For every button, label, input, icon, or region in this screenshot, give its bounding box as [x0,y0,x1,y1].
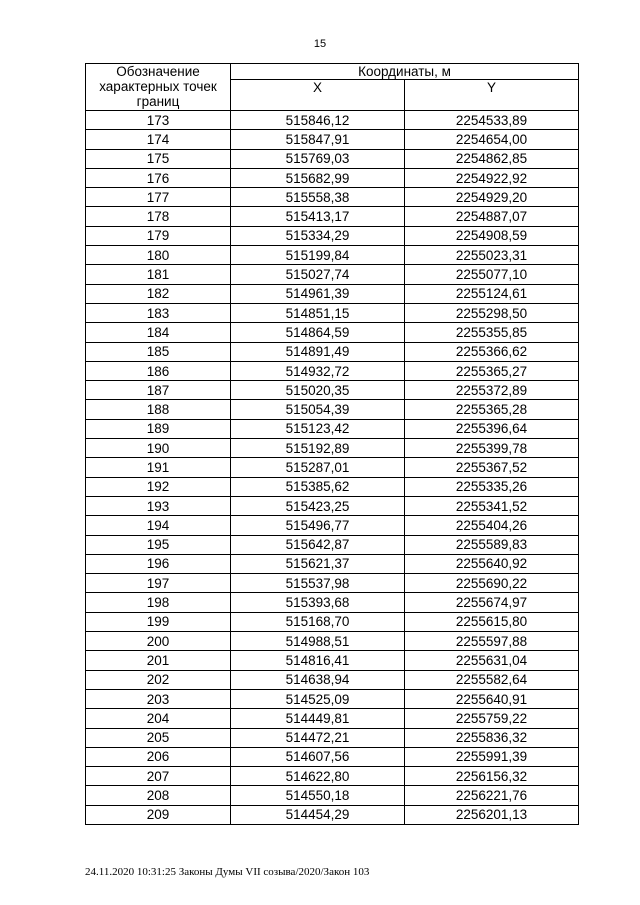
table-row [86,226,579,245]
y-coordinate-cell: 2255365,27 [405,361,579,380]
table-row [86,477,579,496]
table-row [86,342,579,361]
x-coordinate-cell: 515192,89 [231,439,405,458]
table-row [86,361,579,380]
table-row [86,439,579,458]
y-coordinate-cell: 2254862,85 [405,149,579,168]
table-row [86,168,579,187]
header-coordinates: Координаты, м [231,64,579,80]
x-coordinate-cell: 515027,74 [231,265,405,284]
y-coordinate-cell: 2255404,26 [405,516,579,535]
table-row [86,419,579,438]
y-coordinate-cell: 2255631,04 [405,651,579,670]
table-row [86,670,579,689]
x-coordinate-cell: 515769,03 [231,149,405,168]
table-row [86,767,579,786]
x-coordinate-cell: 515168,70 [231,612,405,631]
y-coordinate-cell: 2255582,64 [405,670,579,689]
page-number: 15 [313,38,327,50]
table-row [86,323,579,342]
x-coordinate-cell: 514891,49 [231,342,405,361]
x-coordinate-cell: 515682,99 [231,168,405,187]
header-y: Y [405,80,579,111]
table-row [86,805,579,824]
table-row [86,632,579,651]
y-coordinate-cell: 2255674,97 [405,593,579,612]
table-row [86,303,579,322]
point-number-cell: 198 [86,593,231,612]
y-coordinate-cell: 2255124,61 [405,284,579,303]
table-row [86,400,579,419]
point-number-cell: 204 [86,709,231,728]
x-coordinate-cell: 514816,41 [231,651,405,670]
point-number-cell: 173 [86,111,231,130]
y-coordinate-cell: 2255023,31 [405,246,579,265]
y-coordinate-cell: 2255690,22 [405,574,579,593]
x-coordinate-cell: 514454,29 [231,805,405,824]
y-coordinate-cell: 2254887,07 [405,207,579,226]
y-coordinate-cell: 2255366,62 [405,342,579,361]
table-row [86,554,579,573]
y-coordinate-cell: 2255298,50 [405,303,579,322]
y-coordinate-cell: 2255335,26 [405,477,579,496]
x-coordinate-cell: 514864,59 [231,323,405,342]
table-row [86,111,579,130]
y-coordinate-cell: 2254922,92 [405,168,579,187]
point-number-cell: 202 [86,670,231,689]
y-coordinate-cell: 2255759,22 [405,709,579,728]
point-number-cell: 191 [86,458,231,477]
table-row [86,284,579,303]
point-number-cell: 176 [86,168,231,187]
table-row [86,265,579,284]
table-row [86,458,579,477]
y-coordinate-cell: 2255597,88 [405,632,579,651]
y-coordinate-cell: 2255640,91 [405,689,579,708]
table-row [86,709,579,728]
x-coordinate-cell: 515199,84 [231,246,405,265]
point-number-cell: 179 [86,226,231,245]
y-coordinate-cell: 2255589,83 [405,535,579,554]
x-coordinate-cell: 515642,87 [231,535,405,554]
point-number-cell: 195 [86,535,231,554]
y-coordinate-cell: 2255399,78 [405,439,579,458]
y-coordinate-cell: 2255365,28 [405,400,579,419]
y-coordinate-cell: 2256156,32 [405,767,579,786]
point-number-cell: 194 [86,516,231,535]
x-coordinate-cell: 515123,42 [231,419,405,438]
x-coordinate-cell: 514932,72 [231,361,405,380]
x-coordinate-cell: 515537,98 [231,574,405,593]
point-number-cell: 186 [86,361,231,380]
table-row [86,246,579,265]
y-coordinate-cell: 2254654,00 [405,130,579,149]
x-coordinate-cell: 515385,62 [231,477,405,496]
table-row [86,496,579,515]
x-coordinate-cell: 514988,51 [231,632,405,651]
table-row [86,786,579,805]
point-number-cell: 192 [86,477,231,496]
point-number-cell: 189 [86,419,231,438]
point-number-cell: 188 [86,400,231,419]
header-point-designation: Обозначение характерных точек границ [86,64,231,111]
x-coordinate-cell: 514525,09 [231,689,405,708]
x-coordinate-cell: 515847,91 [231,130,405,149]
footer-stamp: 24.11.2020 10:31:25 Законы Думы VII созыва/2020/Закон 103 [85,866,370,878]
table-row [86,689,579,708]
point-number-cell: 175 [86,149,231,168]
coordinates-table [85,63,579,825]
x-coordinate-cell: 515496,77 [231,516,405,535]
header-x: X [231,80,405,111]
x-coordinate-cell: 514851,15 [231,303,405,322]
table-row [86,516,579,535]
y-coordinate-cell: 2256201,13 [405,805,579,824]
x-coordinate-cell: 515334,29 [231,226,405,245]
y-coordinate-cell: 2255640,92 [405,554,579,573]
point-number-cell: 174 [86,130,231,149]
y-coordinate-cell: 2255396,64 [405,419,579,438]
point-number-cell: 184 [86,323,231,342]
x-coordinate-cell: 514638,94 [231,670,405,689]
point-number-cell: 178 [86,207,231,226]
point-number-cell: 207 [86,767,231,786]
x-coordinate-cell: 514472,21 [231,728,405,747]
table-row [86,651,579,670]
x-coordinate-cell: 514449,81 [231,709,405,728]
x-coordinate-cell: 515413,17 [231,207,405,226]
point-number-cell: 177 [86,188,231,207]
table-row [86,728,579,747]
x-coordinate-cell: 515287,01 [231,458,405,477]
y-coordinate-cell: 2255836,32 [405,728,579,747]
point-number-cell: 185 [86,342,231,361]
table-row [86,207,579,226]
y-coordinate-cell: 2254533,89 [405,111,579,130]
x-coordinate-cell: 514961,39 [231,284,405,303]
point-number-cell: 196 [86,554,231,573]
point-number-cell: 181 [86,265,231,284]
point-number-cell: 187 [86,381,231,400]
x-coordinate-cell: 514550,18 [231,786,405,805]
point-number-cell: 201 [86,651,231,670]
x-coordinate-cell: 515393,68 [231,593,405,612]
table-body [86,111,579,825]
point-number-cell: 200 [86,632,231,651]
point-number-cell: 209 [86,805,231,824]
point-number-cell: 197 [86,574,231,593]
point-number-cell: 205 [86,728,231,747]
y-coordinate-cell: 2255367,52 [405,458,579,477]
table-row [86,149,579,168]
point-number-cell: 199 [86,612,231,631]
x-coordinate-cell: 515054,39 [231,400,405,419]
point-number-cell: 203 [86,689,231,708]
point-number-cell: 183 [86,303,231,322]
point-number-cell: 193 [86,496,231,515]
y-coordinate-cell: 2255991,39 [405,747,579,766]
table-row [86,188,579,207]
y-coordinate-cell: 2255077,10 [405,265,579,284]
x-coordinate-cell: 514607,56 [231,747,405,766]
x-coordinate-cell: 514622,80 [231,767,405,786]
table-row [86,747,579,766]
y-coordinate-cell: 2255355,85 [405,323,579,342]
x-coordinate-cell: 515846,12 [231,111,405,130]
table-row [86,612,579,631]
y-coordinate-cell: 2254929,20 [405,188,579,207]
y-coordinate-cell: 2256221,76 [405,786,579,805]
point-number-cell: 180 [86,246,231,265]
point-number-cell: 208 [86,786,231,805]
table-row [86,535,579,554]
y-coordinate-cell: 2255615,80 [405,612,579,631]
x-coordinate-cell: 515020,35 [231,381,405,400]
x-coordinate-cell: 515423,25 [231,496,405,515]
y-coordinate-cell: 2255341,52 [405,496,579,515]
y-coordinate-cell: 2254908,59 [405,226,579,245]
x-coordinate-cell: 515558,38 [231,188,405,207]
point-number-cell: 206 [86,747,231,766]
point-number-cell: 190 [86,439,231,458]
table-row [86,593,579,612]
table-row [86,130,579,149]
table-row [86,381,579,400]
x-coordinate-cell: 515621,37 [231,554,405,573]
y-coordinate-cell: 2255372,89 [405,381,579,400]
point-number-cell: 182 [86,284,231,303]
table-row [86,574,579,593]
